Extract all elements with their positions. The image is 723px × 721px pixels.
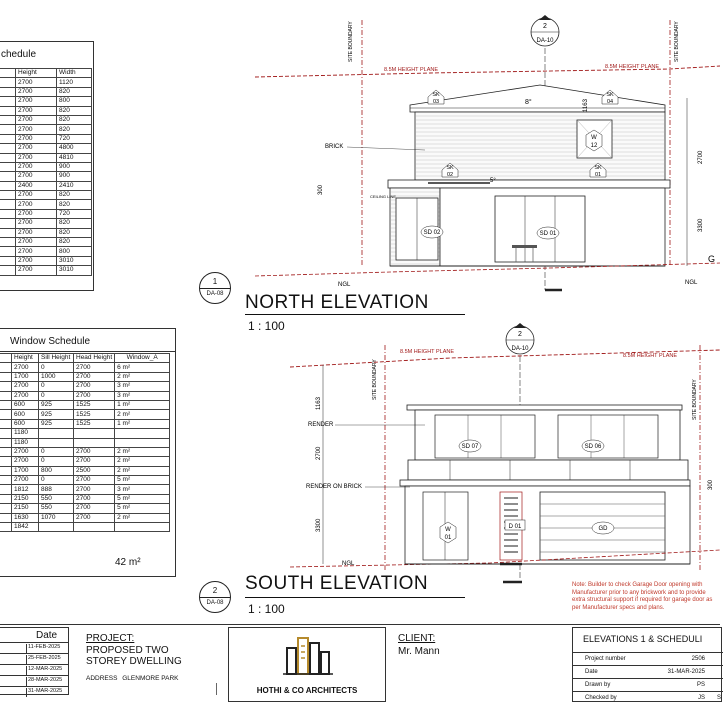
window-area-cell: 3 m²: [115, 485, 170, 494]
svg-text:SK: SK: [446, 165, 454, 171]
garage-door-note: Note: Builder to check Garage Door opening with Manufacturer prior to any brickwork and to provide extra structural support if required for garage door as per Manufacturer specs and plans.: [572, 582, 713, 611]
door-height-cell: 2700: [16, 266, 57, 275]
window-header-head: Head Height: [74, 354, 115, 363]
window-schedule-row: [0, 513, 170, 522]
revision-date: 25-FEB-2025: [26, 655, 61, 664]
svg-text:03: 03: [432, 99, 440, 105]
window-sill-cell: 550: [39, 494, 74, 503]
window-schedule-row: [0, 494, 170, 503]
revision-row: [0, 686, 68, 697]
door-schedule-row: [0, 78, 92, 87]
window-head-cell: 2700: [74, 513, 115, 522]
window-height-cell: 2150: [12, 504, 39, 513]
drawing-label: SD 01: [539, 231, 557, 237]
window-height-cell: 2700: [12, 476, 39, 485]
door-schedule-row: [0, 228, 92, 237]
door-schedule-title: chedule: [1, 49, 37, 60]
window-area-cell: 6 m²: [115, 363, 170, 372]
project-info: [86, 633, 182, 682]
window-sill-cell: 1070: [39, 513, 74, 522]
drawing-label: 3300: [698, 218, 704, 232]
door-schedule-row: [0, 125, 92, 134]
drawing-label: 3300: [316, 518, 322, 532]
door-schedule-row: [0, 266, 92, 275]
client-label: CLIENT:: [398, 633, 436, 644]
door-height-cell: 2700: [16, 256, 57, 265]
south-tag-sd07: [459, 440, 481, 452]
window-schedule-row: [0, 391, 170, 400]
door-schedule-row: [0, 87, 92, 96]
north-tag-sd01: [537, 227, 559, 239]
window-area-cell: 3 m²: [115, 391, 170, 400]
door-schedule-row: [0, 162, 92, 171]
window-area-cell: 1 m²: [115, 419, 170, 428]
window-head-cell: 1525: [74, 419, 115, 428]
window-header-sill: Sill Height: [39, 354, 74, 363]
window-head-cell: [74, 523, 115, 532]
window-schedule-row: [0, 410, 170, 419]
drawing-label: 5°: [490, 178, 496, 184]
window-schedule-row: [0, 476, 170, 485]
sheet-field-row: [573, 665, 723, 678]
north-ngl-left: NGL: [338, 282, 351, 288]
door-width-cell: 820: [57, 125, 92, 134]
door-width-cell: 720: [57, 209, 92, 218]
drawing-label: GD: [598, 526, 608, 532]
revision-date: 28-MAR-2025: [26, 677, 62, 686]
firm-logo-block: [228, 627, 386, 702]
window-sill-cell: 1000: [39, 372, 74, 381]
south-site-boundary-right: SITE BOUNDARY: [692, 379, 698, 420]
south-ngl: NGL: [342, 561, 355, 567]
window-sill-cell: 925: [39, 419, 74, 428]
firm-logo-icon: [283, 634, 333, 676]
drawing-label: 2: [543, 23, 547, 30]
window-schedule-row: [0, 523, 170, 532]
sheet-info: [572, 627, 722, 702]
window-area-cell: 2 m²: [115, 457, 170, 466]
window-area-cell: 2 m²: [115, 410, 170, 419]
window-schedule-row: [0, 447, 170, 456]
door-width-cell: 820: [57, 238, 92, 247]
door-width-cell: 820: [57, 200, 92, 209]
sheet-field-row: [573, 691, 723, 704]
south-render-label: RENDER: [308, 422, 334, 428]
window-height-cell: 1842: [12, 523, 39, 532]
door-width-cell: 1120: [57, 78, 92, 87]
door-height-cell: 2700: [16, 106, 57, 115]
window-sill-cell: 0: [39, 476, 74, 485]
door-height-cell: 2700: [16, 238, 57, 247]
window-schedule-row: [0, 400, 170, 409]
window-sill-cell: 0: [39, 391, 74, 400]
door-width-cell: 800: [57, 97, 92, 106]
door-height-cell: 2700: [16, 87, 57, 96]
window-head-cell: 2700: [74, 457, 115, 466]
window-area-cell: 2 m²: [115, 447, 170, 456]
window-area-cell: 3 m²: [115, 382, 170, 391]
door-schedule-row: [0, 144, 92, 153]
window-schedule-row: [0, 419, 170, 428]
address-value: GLENMORE PARK: [122, 675, 179, 682]
door-width-cell: 900: [57, 172, 92, 181]
door-height-cell: 2700: [16, 125, 57, 134]
north-site-boundary-left: SITE BOUNDARY: [348, 21, 354, 62]
south-height-plane-left: 8.5M HEIGHT PLANE: [400, 349, 454, 355]
address-label: ADDRESS: [86, 675, 118, 682]
revision-date: 12-MAR-2025: [26, 666, 62, 675]
window-height-cell: 600: [12, 410, 39, 419]
drawing-label: CEILING LINE: [370, 194, 397, 199]
door-schedule-row: [0, 238, 92, 247]
door-width-cell: 4810: [57, 153, 92, 162]
window-area-cell: 5 m²: [115, 476, 170, 485]
door-schedule: [0, 41, 94, 291]
window-head-cell: [74, 429, 115, 438]
north-height-plane-right: 8.5M HEIGHT PLANE: [605, 64, 659, 70]
door-schedule-row: [0, 181, 92, 190]
sheet-field-label: Project number: [585, 656, 626, 662]
north-elevation-drawing: [250, 0, 720, 300]
door-height-cell: 2400: [16, 181, 57, 190]
window-height-cell: 1180: [12, 429, 39, 438]
window-sill-cell: 0: [39, 382, 74, 391]
project-name-line1: PROPOSED TWO: [86, 645, 169, 656]
window-schedule-title: Window Schedule: [10, 336, 91, 347]
north-ref-marker: 1 DA-08: [199, 272, 231, 304]
window-height-cell: 1812: [12, 485, 39, 494]
window-head-cell: 2700: [74, 476, 115, 485]
door-height-cell: 2700: [16, 200, 57, 209]
door-schedule-row: [0, 172, 92, 181]
window-height-cell: 1180: [12, 438, 39, 447]
window-height-cell: 1700: [12, 372, 39, 381]
door-schedule-row: [0, 153, 92, 162]
firm-name: HOTHI & CO ARCHITECTS: [256, 686, 358, 695]
door-height-cell: 2700: [16, 219, 57, 228]
revision-table: [0, 627, 69, 695]
drawing-label: D 01: [508, 524, 522, 530]
door-height-cell: 2700: [16, 162, 57, 171]
window-head-cell: [74, 438, 115, 447]
sheet-field-value: 2506: [691, 656, 705, 662]
window-area-cell: [115, 429, 170, 438]
south-height-plane-right: 8.5M HEIGHT PLANE: [623, 353, 677, 359]
door-height-cell: 2700: [16, 172, 57, 181]
window-area-cell: 2 m²: [115, 372, 170, 381]
svg-text:W: W: [445, 527, 451, 533]
window-schedule-row: [0, 438, 170, 447]
door-height-cell: 2700: [16, 78, 57, 87]
door-schedule-row: [0, 200, 92, 209]
south-elevation-drawing: [290, 320, 720, 610]
window-sill-cell: [39, 523, 74, 532]
window-sill-cell: 0: [39, 447, 74, 456]
door-width-cell: 820: [57, 191, 92, 200]
door-schedule-row: [0, 106, 92, 115]
sheet-field-extra: S: [716, 695, 721, 701]
window-height-cell: 2700: [12, 457, 39, 466]
north-tag-sk03: [428, 90, 444, 105]
window-sill-cell: 0: [39, 363, 74, 372]
door-width-cell: 820: [57, 115, 92, 124]
window-schedule-row: [0, 382, 170, 391]
sheet-title: ELEVATIONS 1 & SCHEDULI: [583, 634, 703, 644]
window-height-cell: 600: [12, 419, 39, 428]
revision-row: [0, 642, 68, 653]
north-ngl-right: NGL: [685, 280, 698, 286]
sheet-field-value: 31-MAR-2025: [667, 669, 705, 675]
door-header-height: Height: [16, 69, 57, 78]
drawing-label: SD 07: [461, 444, 479, 450]
client-info: [398, 633, 440, 657]
project-label: PROJECT:: [86, 633, 135, 644]
revision-date: 31-MAR-2025: [26, 688, 62, 697]
north-height-plane-left: 8.5M HEIGHT PLANE: [384, 67, 438, 73]
window-head-cell: 2700: [74, 504, 115, 513]
window-area-cell: 5 m²: [115, 494, 170, 503]
window-schedule-row: [0, 485, 170, 494]
north-site-boundary-right: SITE BOUNDARY: [674, 21, 680, 62]
window-head-cell: 1525: [74, 400, 115, 409]
svg-text:SK: SK: [594, 165, 602, 171]
window-schedule-row: [0, 363, 170, 372]
door-schedule-row: [0, 191, 92, 200]
drawing-label: 1163: [583, 99, 589, 112]
south-ref-marker: 2 DA-08: [199, 581, 231, 613]
window-head-cell: 2700: [74, 382, 115, 391]
revision-row: [0, 653, 68, 664]
door-height-cell: 2700: [16, 144, 57, 153]
revision-date-header: Date: [36, 630, 58, 641]
door-height-cell: 2700: [16, 228, 57, 237]
door-height-cell: 2700: [16, 247, 57, 256]
window-sill-cell: 0: [39, 457, 74, 466]
window-head-cell: 2700: [74, 391, 115, 400]
svg-text:SK: SK: [432, 92, 440, 98]
drawing-label: 2700: [316, 446, 322, 460]
door-schedule-row: [0, 256, 92, 265]
window-sill-cell: 800: [39, 466, 74, 475]
window-head-cell: 2500: [74, 466, 115, 475]
revision-row: [0, 675, 68, 686]
window-schedule-row: [0, 466, 170, 475]
drawing-label: 2700: [698, 150, 704, 164]
north-tag-sd02: [421, 226, 443, 238]
svg-text:01: 01: [444, 535, 452, 541]
north-elevation-title: NORTH ELEVATION: [245, 292, 429, 313]
drawing-label: SD 06: [584, 444, 602, 450]
svg-text:W: W: [591, 135, 597, 141]
south-tag-gd: [592, 522, 614, 534]
door-width-cell: 4800: [57, 144, 92, 153]
door-width-cell: 720: [57, 134, 92, 143]
window-sill-cell: [39, 438, 74, 447]
svg-text:SK: SK: [606, 92, 614, 98]
window-area-cell: 2 m²: [115, 466, 170, 475]
door-width-cell: 3010: [57, 266, 92, 275]
south-tag-d01: [505, 520, 525, 530]
window-area-cell: 1 m²: [115, 400, 170, 409]
window-height-cell: 600: [12, 400, 39, 409]
south-site-boundary-left: SITE BOUNDARY: [372, 359, 378, 400]
sheet-field-row: [573, 652, 723, 665]
door-height-cell: 2700: [16, 153, 57, 162]
north-roof-pitch: 8°: [525, 99, 532, 106]
sheet-field-value: PS: [696, 682, 705, 688]
revision-row: [0, 664, 68, 675]
window-schedule-table: [0, 353, 170, 532]
window-area-cell: [115, 438, 170, 447]
door-width-cell: 900: [57, 162, 92, 171]
door-height-cell: 2700: [16, 97, 57, 106]
title-block: [0, 624, 720, 721]
door-schedule-row: [0, 247, 92, 256]
south-elevation-title: SOUTH ELEVATION: [245, 573, 429, 594]
drawing-label: DA-10: [536, 38, 554, 44]
window-header-area: Window_A: [115, 354, 170, 363]
door-width-cell: 820: [57, 87, 92, 96]
door-height-cell: 2700: [16, 209, 57, 218]
project-name-line2: STOREY DWELLING: [86, 656, 182, 667]
door-width-cell: 800: [57, 247, 92, 256]
drawing-label: 300: [708, 479, 714, 490]
north-g-label: G: [708, 254, 716, 264]
door-schedule-row: [0, 209, 92, 218]
window-height-cell: 1700: [12, 466, 39, 475]
window-height-cell: 2150: [12, 494, 39, 503]
door-height-cell: 2700: [16, 191, 57, 200]
svg-text:01: 01: [594, 172, 602, 178]
door-schedule-table: [0, 68, 92, 276]
door-header-width: Width: [57, 69, 92, 78]
client-name: Mr. Mann: [398, 646, 440, 657]
svg-text:02: 02: [446, 172, 454, 178]
window-area-total: 42 m²: [115, 557, 141, 568]
south-elevation-scale: 1 : 100: [248, 602, 285, 616]
north-brick-label: BRICK: [325, 144, 344, 150]
window-schedule: [0, 328, 176, 577]
svg-text:04: 04: [606, 99, 614, 105]
window-sill-cell: 888: [39, 485, 74, 494]
drawing-label: SD 02: [423, 230, 441, 236]
door-schedule-row: [0, 115, 92, 124]
window-header-height: Height: [12, 354, 39, 363]
door-height-cell: 2700: [16, 115, 57, 124]
window-schedule-row: [0, 372, 170, 381]
window-head-cell: 2700: [74, 372, 115, 381]
drawing-label: DA-10: [511, 346, 529, 352]
door-width-cell: 3010: [57, 256, 92, 265]
door-height-cell: 2700: [16, 134, 57, 143]
door-width-cell: 820: [57, 228, 92, 237]
window-head-cell: 2700: [74, 485, 115, 494]
door-width-cell: 820: [57, 106, 92, 115]
window-sill-cell: 925: [39, 410, 74, 419]
window-head-cell: 1525: [74, 410, 115, 419]
svg-text:12: 12: [590, 143, 598, 149]
window-schedule-row: [0, 457, 170, 466]
door-width-cell: 820: [57, 219, 92, 228]
drawing-label: 2: [518, 331, 522, 338]
window-head-cell: 2700: [74, 494, 115, 503]
window-height-cell: 2700: [12, 363, 39, 372]
door-schedule-row: [0, 97, 92, 106]
door-schedule-row: [0, 134, 92, 143]
window-head-cell: 2700: [74, 363, 115, 372]
sheet-field-label: Date: [585, 669, 598, 675]
window-height-cell: 2700: [12, 382, 39, 391]
window-schedule-row: [0, 504, 170, 513]
sheet-field-label: Drawn by: [585, 682, 611, 688]
window-area-cell: [115, 523, 170, 532]
window-height-cell: 2700: [12, 447, 39, 456]
window-height-cell: 2700: [12, 391, 39, 400]
door-width-cell: 2410: [57, 181, 92, 190]
window-area-cell: 2 m²: [115, 513, 170, 522]
drawing-label: 300: [318, 184, 324, 195]
north-tag-sk04: [602, 90, 618, 105]
sheet-field-value: JS: [697, 695, 705, 701]
revision-date: 11-FEB-2025: [26, 644, 60, 653]
sheet-field-label: Checked by: [585, 695, 617, 701]
window-sill-cell: 925: [39, 400, 74, 409]
north-elevation-scale: 1 : 100: [248, 319, 285, 333]
south-render-on-brick-label: RENDER ON BRICK: [306, 484, 363, 490]
window-head-cell: 2700: [74, 447, 115, 456]
door-schedule-row: [0, 219, 92, 228]
south-tag-sd06: [582, 440, 604, 452]
window-area-cell: 5 m²: [115, 504, 170, 513]
window-height-cell: 1630: [12, 513, 39, 522]
window-sill-cell: [39, 429, 74, 438]
sheet-field-row: [573, 678, 723, 691]
drawing-label: 1163: [316, 397, 322, 410]
window-schedule-row: [0, 429, 170, 438]
window-sill-cell: 550: [39, 504, 74, 513]
